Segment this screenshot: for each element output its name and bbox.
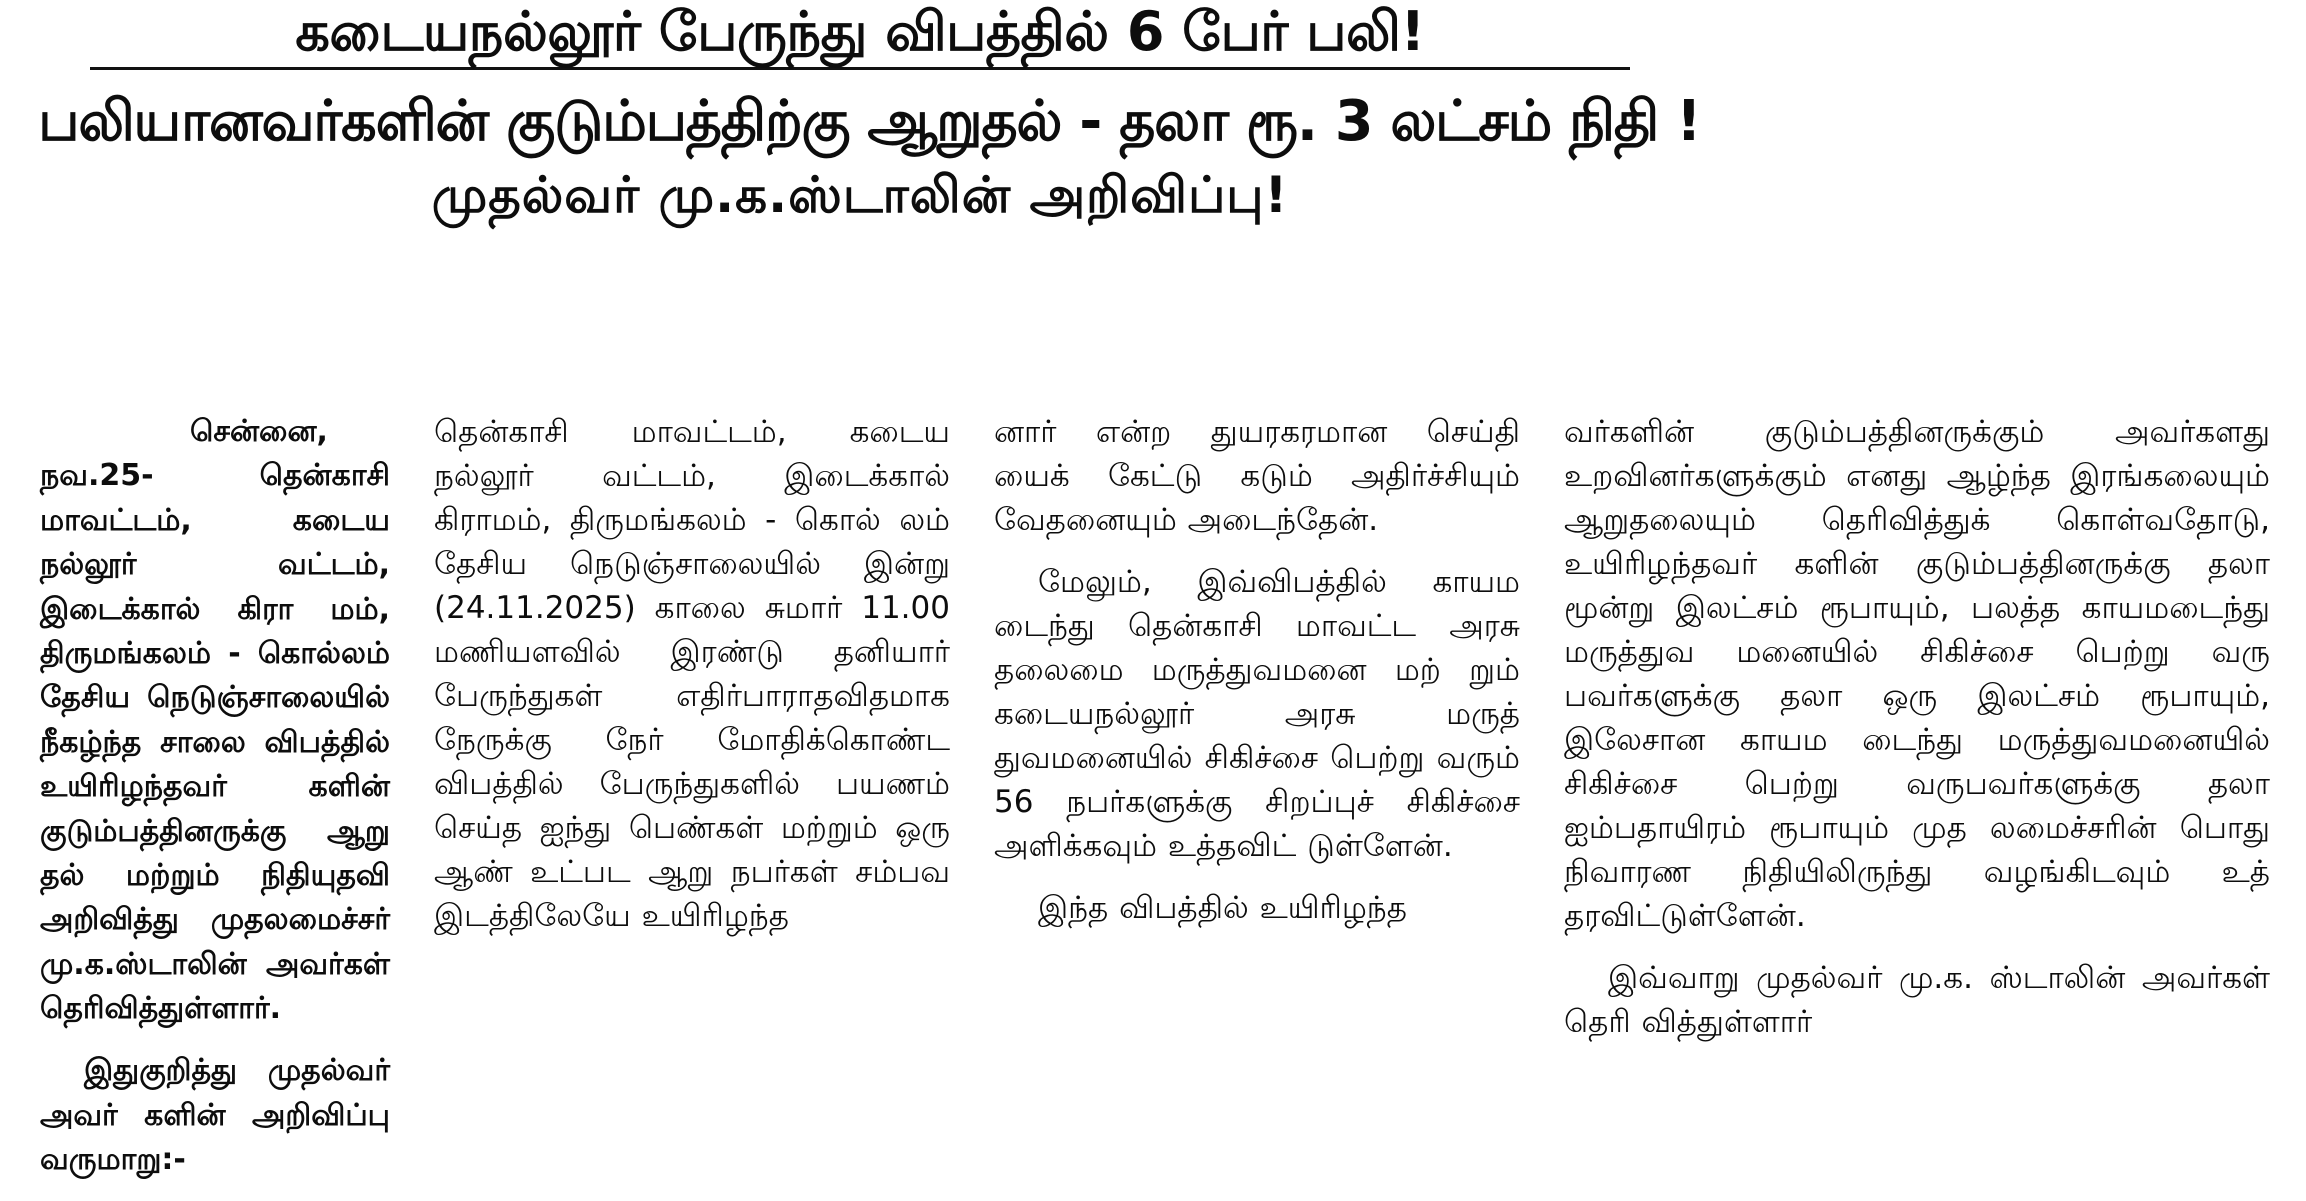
paragraph: இந்த விபத்தில் உயிரிழந்த [1038,890,1407,927]
article-column-2 [412,410,972,1201]
article-column-4 [1542,410,2292,1201]
paragraph: தென்காசி மாவட்டம், கடைய நல்லூர் வட்டம், இடைக்கால் கிராமம், திருமங்கலம் - கொல் லம் தேசிய நெடுஞ்சாலையில் இன்று (24.11.2025) காலை சுமார் 11.00 மணியளவில் இரண்டு தனியார் பேருந்துகள் எதிர்பாராதவிதமாக நேருக்கு நேர் மோதிக்கொண்ட விபத்தில் பேருந்துகளில் பயணம் செய்த ஐந்து பெண்கள் மற்றும் ஒரு ஆண் உட்பட ஆறு நபர்கள் சம்பவ இடத்திலேயே உயிரிழந்த [434,414,950,935]
article-column-1 [18,410,412,1201]
headline-secondary: பலியானவர்களின் குடும்பத்திற்கு ஆறுதல் - தலா ரூ. 3 லட்சம் நிதி ! [38,88,1701,154]
article-column-3 [972,410,1542,1201]
paragraph: இதுகுறித்து முதல்வர் அவர் களின் அறிவிப்பு வருமாறு:- [40,1053,390,1178]
headline-tertiary: முதல்வர் மு.க.ஸ்டாலின் அறிவிப்பு! [431,166,1289,225]
headline-primary: கடையநல்லூர் பேருந்து விபத்தில் 6 பேர் பலி! [90,4,1630,70]
paragraph: இவ்வாறு முதல்வர் மு.க. ஸ்டாலின் அவர்கள் தெரி வித்துள்ளார் [1564,960,2270,1041]
article-body [18,410,2292,1201]
paragraph: மேலும், இவ்விபத்தில் காயம டைந்து தென்காசி மாவட்ட அரசு தலைமை மருத்துவமனை மற் றும் கடையநல்லூர் அரசு மருத் துவமனையில் சிகிச்சை பெற்று வரும் 56 நபர்களுக்கு சிறப்புச் சிகிச்சை அளிக்கவும் உத்தவிட் டுள்ளேன். [994,564,1520,865]
paragraph: னார் என்ற துயரகரமான செய்தி யைக் கேட்டு கடும் அதிர்ச்சியும் வேதனையும் அடைந்தேன். [994,414,1520,539]
paragraph: வர்களின் குடும்பத்தினருக்கும் அவர்களது உறவினர்களுக்கும் எனது ஆழ்ந்த இரங்கலையும் ஆறுதலையும் தெரிவித்துக் கொள்வதோடு, உயிரிழந்தவர் களின் குடும்பத்தினருக்கு தலா மூன்று இலட்சம் ரூபாயும், பலத்த காயமடைந்து மருத்துவ மனையில் சிகிச்சை பெற்று வரு பவர்களுக்கு தலா ஒரு இலட்சம் ரூபாயும், இலேசான காயம டைந்து மருத்துவமனையில் சிகிச்சை பெற்று வருபவர்களுக்கு தலா ஐம்பதாயிரம் ரூபாயும் முத லமைச்சரின் பொது நிவாரண நிதியிலிருந்து வழங்கிடவும் உத் தரவிட்டுள்ளேன். [1564,414,2270,935]
paragraph: சென்னை, நவ.25- தென்காசி மாவட்டம், கடைய நல்லூர் வட்டம், இடைக்கால் கிரா மம், திருமங்கலம் - கொல்லம் தேசிய நெடுஞ்சாலையில் நீகழ்ந்த சாலை விபத்தில் உயிரிழந்தவர் களின் குடும்பத்தினருக்கு ஆறு தல் மற்றும் நிதியுதவி அறிவித்து முதலமைச்சர் மு.க.ஸ்டாலின் அவர்கள் தெரிவித்துள்ளார். [40,414,390,1027]
headline-block [30,0,1701,225]
